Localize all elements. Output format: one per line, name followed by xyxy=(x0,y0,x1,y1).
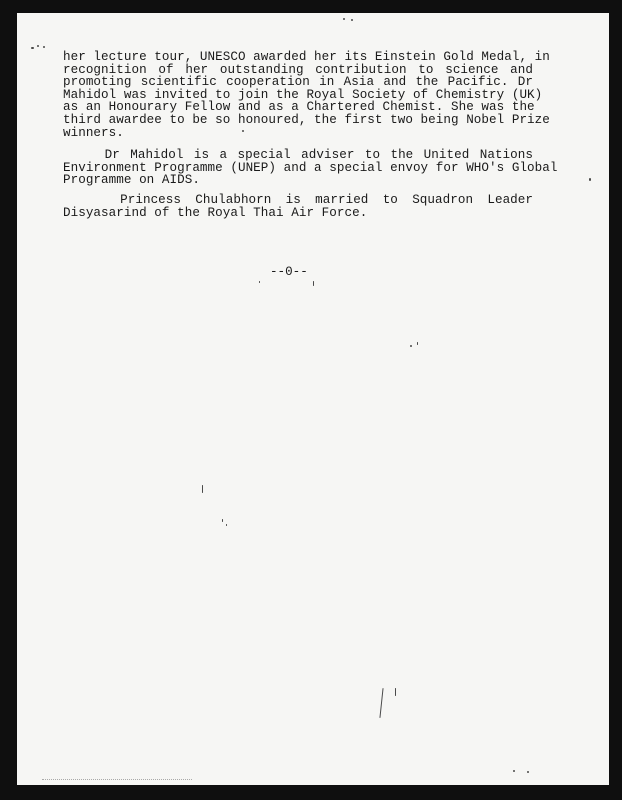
scan-speck xyxy=(313,281,314,286)
paragraph-special-adviser xyxy=(63,148,558,188)
scan-speck xyxy=(395,688,396,696)
paragraph-marriage xyxy=(63,194,533,219)
scan-speck xyxy=(242,130,244,132)
scan-bottom-edge-marks xyxy=(42,779,192,783)
text-line: Programme on AIDS. xyxy=(63,173,200,188)
scan-speck xyxy=(589,178,591,181)
scan-speck xyxy=(527,771,529,773)
scan-speck xyxy=(43,46,45,48)
text-line: winners. xyxy=(63,125,124,140)
scan-speck xyxy=(513,770,515,772)
text-line: recognition of her outstanding contribution to science and xyxy=(63,62,533,77)
scan-speck xyxy=(343,18,345,20)
scan-speck xyxy=(37,45,39,47)
text-line: Dr Mahidol is a special adviser to the United Nations xyxy=(63,148,533,162)
scan-speck xyxy=(31,47,34,49)
scan-speck xyxy=(417,342,418,345)
text-line: Princess Chulabhorn is married to Squadron Leader xyxy=(63,193,533,207)
text-line: as an Honourary Fellow and as a Chartered Chemist. She was the xyxy=(63,100,535,115)
scan-speck xyxy=(351,19,353,21)
document-page xyxy=(17,13,609,785)
text-line: Mahidol was invited to join the Royal Society of Chemistry (UK) xyxy=(63,87,543,102)
paragraph-unesco-award xyxy=(63,50,550,140)
text-line: her lecture tour, UNESCO awarded her its Einstein Gold Medal, in xyxy=(63,50,550,64)
end-mark: --0-- xyxy=(270,265,308,279)
scan-speck xyxy=(222,519,223,522)
scan-speck xyxy=(410,345,412,347)
scan-speck xyxy=(226,524,227,526)
text-line: Environment Programme (UNEP) and a special envoy for WHO's Global xyxy=(63,160,558,175)
scan-speck xyxy=(379,688,383,718)
text-line: Disyasarind of the Royal Thai Air Force. xyxy=(63,205,368,220)
text-line: promoting scientific cooperation in Asia and the Pacific. Dr xyxy=(63,75,533,90)
scan-speck xyxy=(202,485,203,493)
scan-speck xyxy=(259,281,260,283)
text-line: third awardee to be so honoured, the first two being Nobel Prize xyxy=(63,112,550,127)
